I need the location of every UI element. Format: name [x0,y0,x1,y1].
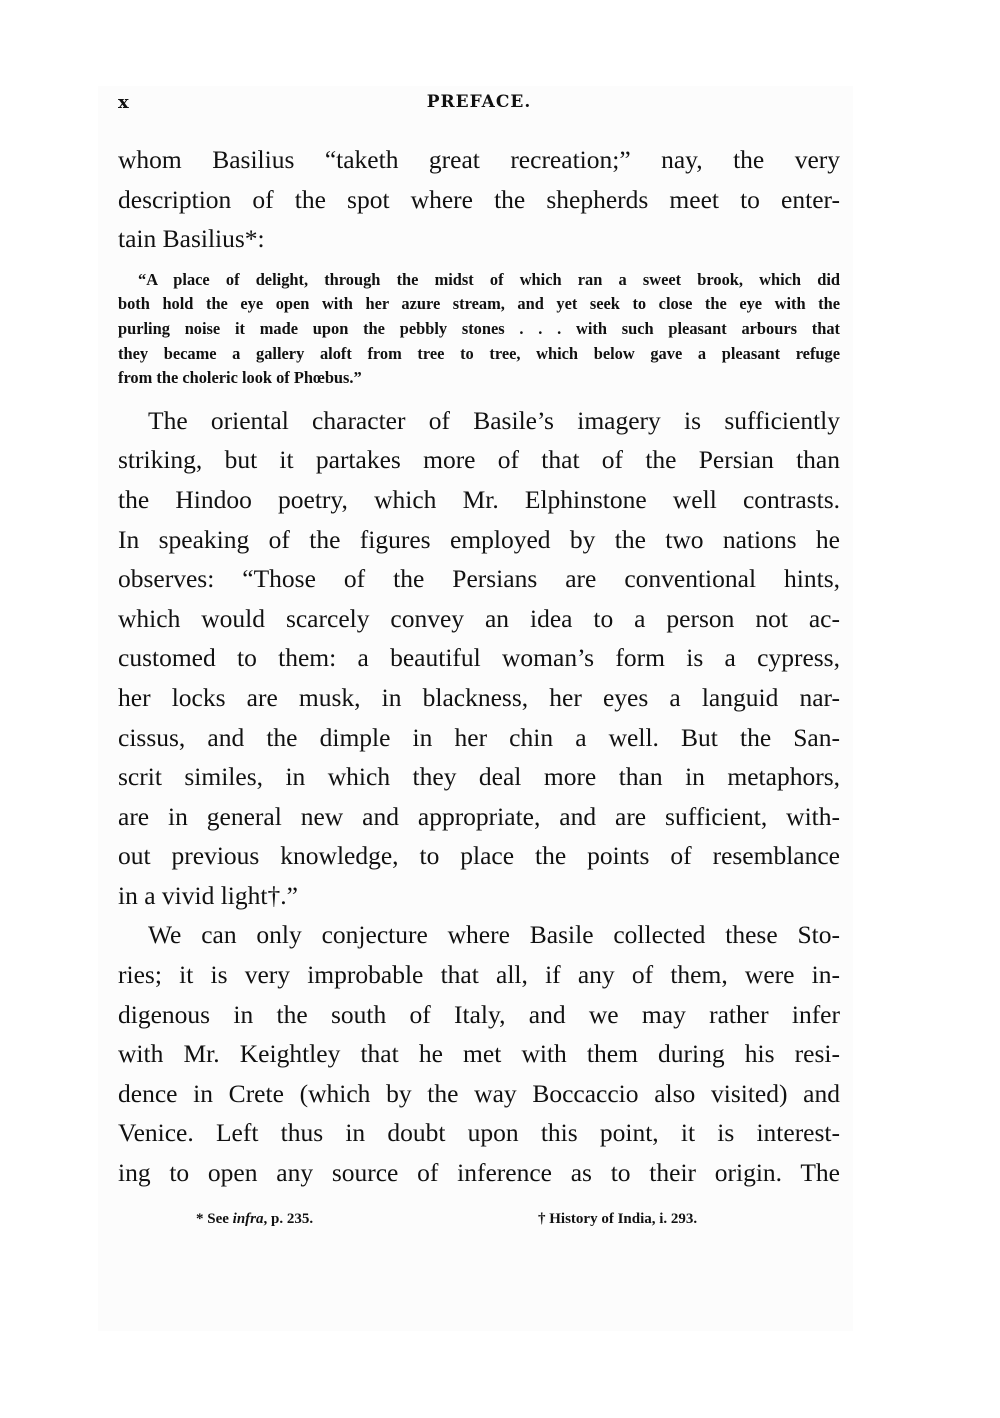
quote-line: both hold the eye open with her azure stream, and yet seek to close the eye with the [118,294,840,314]
footnote-text: See [203,1210,233,1227]
quote-line: they became a gallery aloft from tree to tree, which below gave a pleasant refuge [118,343,840,363]
text-line: in a vivid light†.” [118,880,298,910]
paragraph-oriental-character [118,401,840,916]
footnote-text: , p. 235. [263,1210,314,1227]
text-line: striking, but it partakes more of that of the Persian than [118,445,840,475]
text-line: customed to them: a beautiful woman’s form is a cypress, [118,643,840,673]
block-quote [118,268,840,391]
text-line: In speaking of the figures employed by the two nations he [118,524,840,554]
running-head [118,86,840,120]
text-line: Venice. Left thus in doubt upon this point, it is interest- [118,1118,840,1148]
footnote-marker: * [196,1210,204,1227]
footnote-asterisk [196,1211,313,1228]
text-line: cissus, and the dimple in her chin a well. But the San- [118,722,840,752]
text-line: whom Basilius “taketh great recreation;” nay, the very [118,145,840,174]
text-line: ries; it is very improbable that all, if any of them, were in- [118,960,840,990]
text-line: her locks are musk, in blackness, her eyes a languid nar- [118,682,840,712]
footnote-marker: † [538,1210,546,1227]
running-title: PREFACE. [426,92,532,112]
quote-line: “A place of delight, through the midst of which ran a sweet brook, which did [138,269,840,289]
text-line: observes: “Those of the Persians are conventional hints, [118,564,840,594]
text-line: out previous knowledge, to place the points of resemblance [118,841,840,871]
text-line: digenous in the south of Italy, and we may rather infer [118,999,840,1029]
footnote-italic: infra [232,1210,264,1227]
paragraph-conjecture [118,915,840,1192]
text-line: description of the spot where the shepherds meet to enter- [118,184,840,214]
text-line: We can only conjecture where Basile collected these Sto- [148,920,840,950]
text-line: the Hindoo poetry, which Mr. Elphinstone well contrasts. [118,484,840,514]
text-line: are in general new and appropriate, and are sufficient, with- [118,801,840,831]
text-line: The oriental character of Basile’s imagery is sufficiently [148,405,840,435]
text-line: dence in Crete (which by the way Boccaccio also visited) and [118,1078,840,1108]
footnotes [118,1207,840,1237]
text-line: tain Basilius*: [118,224,265,254]
quote-line: from the choleric look of Phœbus.” [118,368,362,388]
page-number: x [118,92,130,113]
footnote-dagger [538,1211,697,1228]
footnote-text: History of India, i. 293. [545,1210,698,1227]
paragraph-continuation [118,140,840,259]
text-line: ing to open any source of inference as to their origin. The [118,1158,840,1188]
text-line: scrit similes, in which they deal more than in metaphors, [118,762,840,792]
text-line: with Mr. Keightley that he met with them during his resi- [118,1039,840,1069]
book-page [118,86,840,1237]
quote-line: purling noise it made upon the pebbly stones . . . with such pleasant arbours that [118,318,840,338]
text-line: which would scarcely convey an idea to a person not ac- [118,603,840,633]
